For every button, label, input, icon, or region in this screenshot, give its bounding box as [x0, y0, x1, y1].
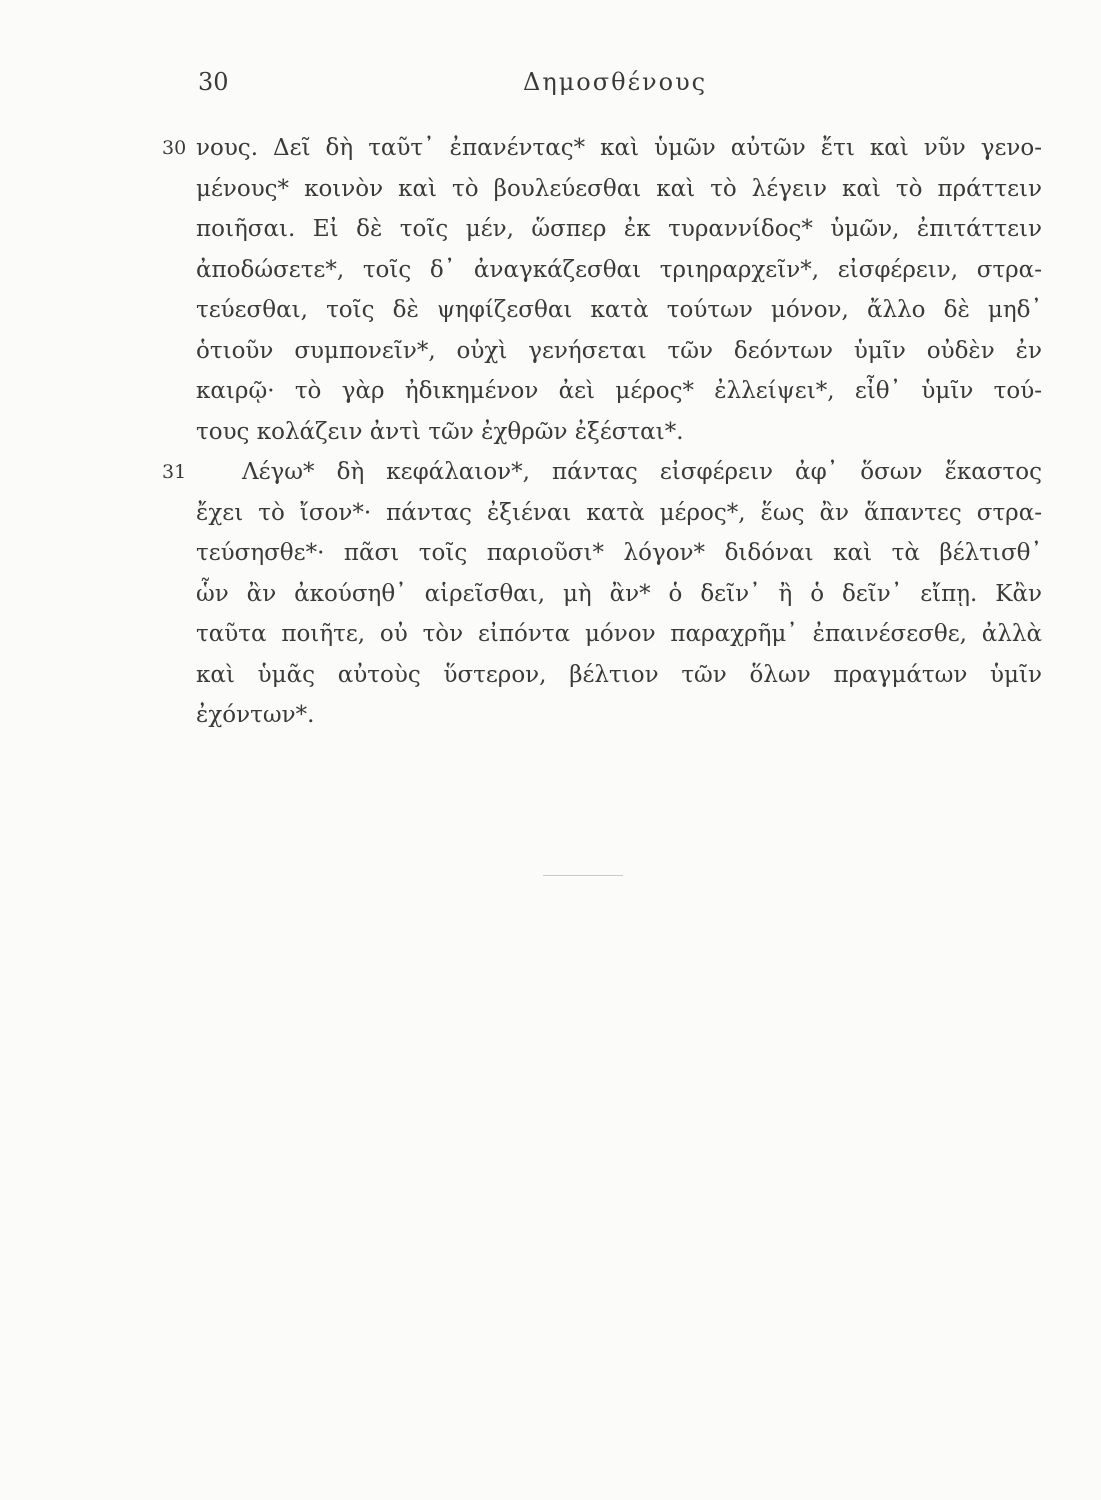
section-number: 30 — [162, 137, 187, 159]
text-line: τεύεσθαι, τοῖς δὲ ψηφίζεσθαι κατὰ τούτων μόνον, ἄλλο δὲ μηδ᾽ — [196, 297, 1042, 323]
text-line: μένους* κοινὸν καὶ τὸ βουλεύεσθαι καὶ τὸ λέγειν καὶ τὸ πράττειν — [196, 175, 1042, 202]
text-line: ἐχόντων*. — [196, 702, 315, 728]
end-separator-rule — [543, 875, 623, 876]
text-line: ὧν ἂν ἀκούσηθ᾽ αἱρεῖσθαι, μὴ ἂν* ὁ δεῖν᾽ ἢ ὁ δεῖν᾽ εἴπῃ. Κἂν — [196, 580, 1042, 607]
text-line-content: νους. Δεῖ δὴ ταῦτ᾽ ἐπανέντας* καὶ ὑμῶν αὐτῶν ἔτι καὶ νῦν γενο- — [196, 135, 1042, 161]
text-line: καιρῷ· τὸ γὰρ ἠδικημένον ἀεὶ μέρος* ἐλλείψει*, εἶθ᾽ ὑμῖν τού- — [196, 378, 1042, 404]
text-line: ταῦτα ποιῆτε, οὐ τὸν εἰπόντα μόνον παραχρῆμ᾽ ἐπαινέσεσθε, ἀλλὰ — [196, 621, 1042, 647]
text-line: τους κολάζειν ἀντὶ τῶν ἐχθρῶν ἐξέσται*. — [196, 418, 684, 445]
body-text — [162, 128, 1042, 736]
section-number: 31 — [162, 461, 187, 483]
text-line: ἀποδώσετε*, τοῖς δ᾽ ἀναγκάζεσθαι τριηραρχεῖν*, εἰσφέρειν, στρα- — [196, 256, 1042, 283]
text-line: ὁτιοῦν συμπονεῖν*, οὐχὶ γενήσεται τῶν δεόντων ὑμῖν οὐδὲν ἐν — [196, 337, 1042, 364]
text-line-content: Λέγω* δὴ κεφάλαιον*, πάντας εἰσφέρειν ἀφ᾽ ὅσων ἕκαστος — [242, 459, 1042, 485]
text-line: καὶ ὑμᾶς αὐτοὺς ὕστερον, βέλτιον τῶν ὅλων πραγμάτων ὑμῖν — [196, 661, 1042, 688]
text-line — [162, 128, 1042, 169]
text-line: ποιῆσαι. Εἰ δὲ τοῖς μέν, ὥσπερ ἐκ τυραννίδος* ὑμῶν, ἐπιτάττειν — [196, 216, 1042, 242]
running-head: Δημοσθένους — [523, 68, 708, 96]
text-line — [162, 452, 1042, 493]
text-line: τεύσησθε*· πᾶσι τοῖς παριοῦσι* λόγον* διδόναι καὶ τὰ βέλτισθ᾽ — [196, 540, 1042, 566]
text-line: ἔχει τὸ ἴσον*· πάντας ἐξιέναι κατὰ μέρος*, ἕως ἂν ἅπαντες στρα- — [196, 499, 1042, 526]
page-number: 30 — [198, 68, 229, 96]
